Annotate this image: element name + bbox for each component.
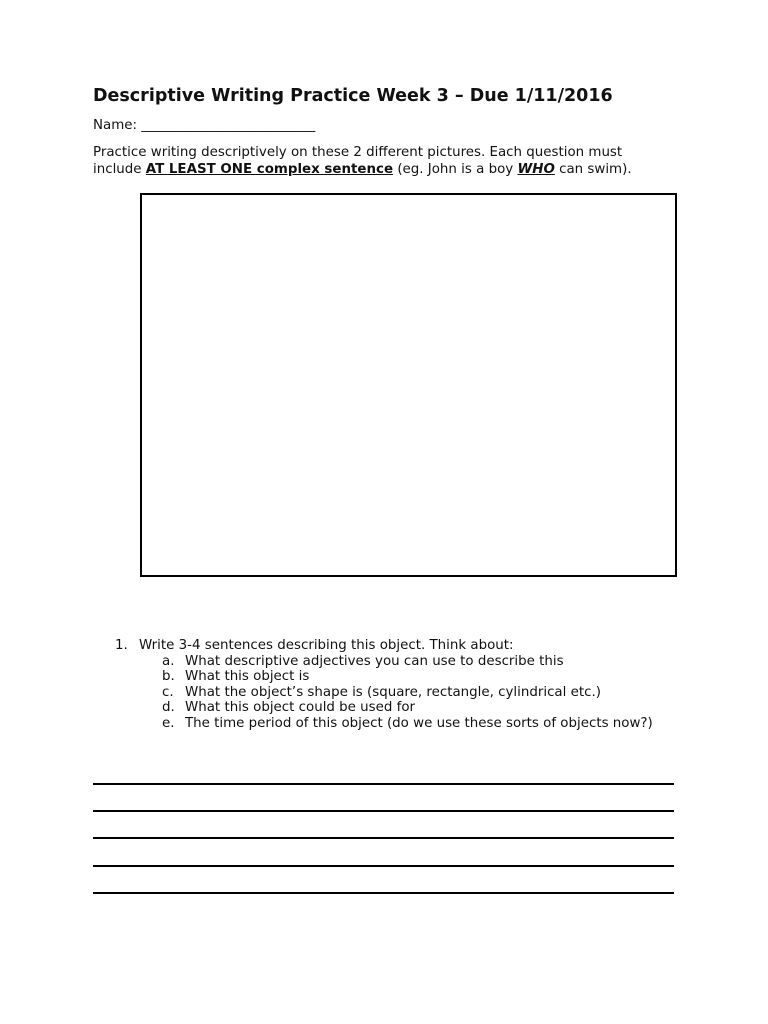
answer-line[interactable] (93, 837, 674, 839)
name-blank[interactable]: __________________________ (141, 118, 316, 133)
example-prefix: (eg. John is a boy (393, 162, 518, 177)
list-item (115, 700, 675, 716)
item-text: The time period of this object (do we use these sorts of objects now?) (185, 715, 653, 731)
item-letter: b. (162, 669, 175, 685)
answer-line[interactable] (93, 810, 674, 812)
list-item (115, 669, 675, 685)
example-keyword: WHO (517, 162, 555, 177)
item-text: What the object’s shape is (square, rectangle, cylindrical etc.) (185, 684, 601, 700)
list-item (115, 716, 675, 732)
answer-line[interactable] (93, 892, 674, 894)
instructions-line-1: Practice writing descriptively on these 2 different pictures. Each question must (93, 145, 623, 160)
item-letter: d. (162, 700, 175, 716)
name-label: Name: (93, 118, 138, 133)
example-suffix: can swim). (554, 162, 632, 177)
item-text: What descriptive adjectives you can use to describe this (185, 653, 564, 669)
item-letter: a. (162, 653, 175, 669)
page-title: Descriptive Writing Practice Week 3 – Due 1/11/2016 (93, 86, 613, 106)
emphasis-text: AT LEAST ONE complex sentence (145, 162, 394, 177)
list-item (115, 654, 675, 670)
question-1 (115, 638, 675, 732)
question-prompt: Write 3-4 sentences describing this object. Think about: (139, 638, 514, 653)
name-field[interactable] (93, 118, 315, 133)
picture-frame (140, 193, 677, 577)
item-letter: c. (162, 684, 174, 700)
item-text: What this object could be used for (185, 700, 416, 716)
answer-line[interactable] (93, 783, 674, 785)
item-letter: e. (162, 715, 175, 731)
instructions-line-2-prefix: include (93, 162, 146, 177)
instructions-line-2 (93, 161, 693, 178)
item-text: What this object is (185, 669, 310, 685)
list-item (115, 685, 675, 701)
instructions (93, 144, 693, 178)
question-sub-list (115, 654, 675, 732)
answer-line[interactable] (93, 865, 674, 867)
question-number: 1. (115, 638, 128, 653)
